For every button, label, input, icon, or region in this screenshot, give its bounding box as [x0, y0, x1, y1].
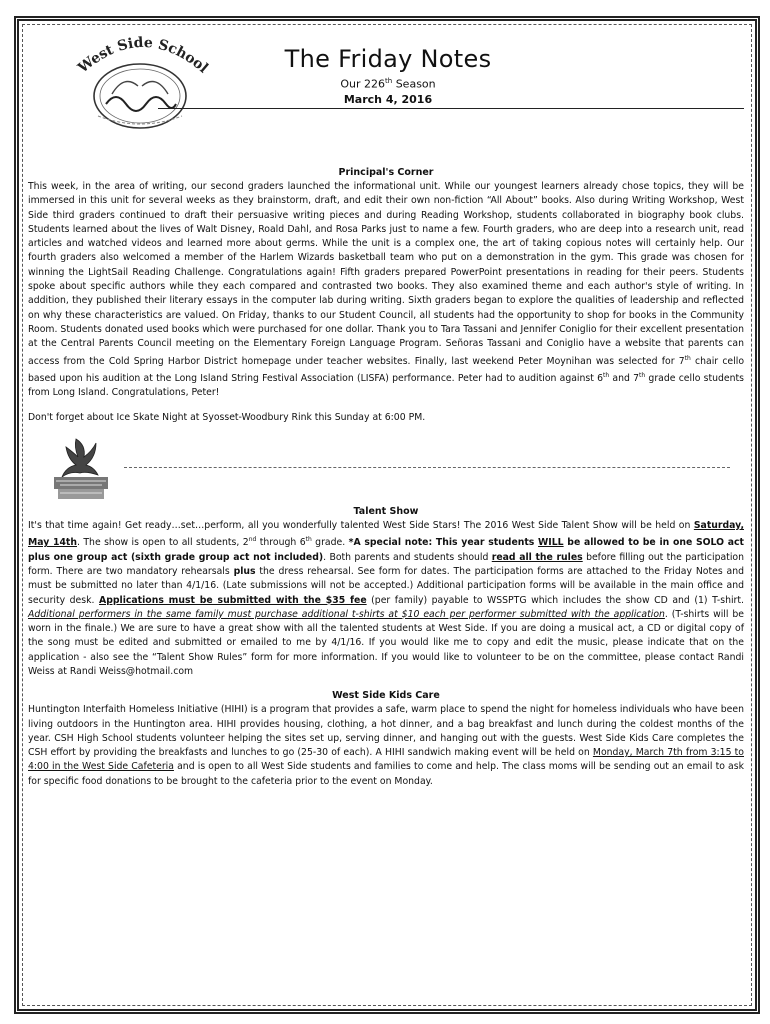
ice-skate-reminder: Don't forget about Ice Skate Night at Syosset-Woodbury Rink this Sunday at 6:00 PM. [28, 411, 426, 423]
divider-line [124, 467, 730, 468]
talent-show-heading: Talent Show [353, 505, 419, 517]
principals-corner-heading: Principal's Corner [338, 167, 434, 178]
kids-care-heading: West Side Kids Care [332, 690, 440, 702]
newsletter-title: The Friday Notes [284, 45, 492, 73]
section-divider [28, 431, 744, 505]
kids-care-paragraph: Huntington Interfaith Homeless Initiative (HIHI) is a program that provides a safe, warm place to spend the night for homeless individuals who have been living outdoors in the Huntington area. HIHI provides housing, clothing, a hot dinner, and a bag breakfast and lunch during the coldest months of the year. CSH High School students volunteer helping the sites set up, serving dinner, and hanging out with the guests. West Side Kids Care completes the CSH effort by providing the breakfasts and lunches to go (25-30 of each). A HIHI sandwich making event will be held on Monday, March 7th from 3:15 to 4:00 in the West Side Cafeteria and is open to all West Side students and families to come and help. The class moms will be sending out an email to ask for specific food donations to be brought to the cafeteria prior to the event on Monday. [28, 704, 744, 787]
newsletter [28, 20, 744, 789]
logo-text: West Side School [75, 34, 211, 77]
west-side-eagle-logo [46, 435, 116, 505]
masthead [28, 20, 744, 136]
west-side-school-logo [58, 24, 228, 134]
talent-show-paragraph: It's that time again! Get ready…set…perform, all you wonderfully talented West Side Stars! The 2016 West Side Talent Show will be held on Saturday, May 14th. The show is open to all students, 2nd through 6th grade. *A special note: This year students WILL be allowed to be in one SOLO act plus one group act (sixth grade group act not included). Both parents and students should read all the rules before filling out the participation form. There are two mandatory rehearsals plus the dress rehearsal. See form for dates. The participation forms are attached to the Friday Notes and must be submitted no later than 4/1/16. (Late submissions will not be accepted.) Additional participation forms will be available in the main office and security desk. Applications must be submitted with the $35 fee (per family) payable to WSSPTG which includes the show CD and (1) T-shirt. Additional performers in the same family must purchase additional t-shirts at $10 each per performer submitted with the application. (T-shirts will be worn in the finale.) We are sure to have a great show with all the talented students at West Side. If you are doing a musical act, a CD or digital copy of the song must be edited and submitted or emailed to me by 4/1/16. If you would like me to copy and edit the music, please indicate that on the application - also see the “Talent Show Rules” form for more information. If you would like to volunteer to be on the committee, please contact Randi Weiss at Randi Weiss@hotmail.com [28, 519, 744, 677]
issue-date: March 4, 2016 [343, 92, 433, 106]
title-block [278, 44, 498, 107]
svg-text:West Side School [75, 35, 211, 77]
season-line: Our 226th Season [340, 77, 436, 91]
principals-corner-paragraph: This week, in the area of writing, our second graders launched the informational unit. While our youngest learners already chose topics, they will be immersed in this unit for several weeks as they brainstorm, draft, and edit their own non-fiction “All About” books. Also during Writing Workshop, West Side third graders continued to draft their persuasive writing pieces and during Reading Workshop, students collaborated in biography book clubs. Students learned about the lives of Walt Disney, Roald Dahl, and Rosa Parks just to name a few. Fourth graders, who are deep into a research unit, read articles and watched videos and learned more about germs. While the unit is a complex one, the art of taking copious notes will certainly help. Our fourth graders also welcomed a member of the Harlem Wizards basketball team who put on a demonstration in the gym. This grade was chosen for winning the LightSail Reading Challenge. Congratulations again! Fifth graders prepared PowerPoint presentations in reading for their peers. Students spoke about specific authors while they each compared and contrasted two books. They also examined theme and each author's style of writing. In addition, they published their literary essays in the computer lab during writing. Sixth graders began to explore the qualities of leadership and reflected on why these characteristics are valued. On Friday, thanks to our Student Council, all students had the opportunity to shop for books in the Community Room. Students donated used books which were purchased for one dollar. Thank you to Tara Tassani and Jennifer Coniglio for their excellent presentation at the Central Parents Council meeting on the Elementary Foreign Language Program. Señoras Tassani and Coniglio have a website that parents can access from the Cold Spring Harbor District homepage under teacher websites. Finally, last weekend Peter Moynihan was selected for 7th chair cello based upon his audition at the Long Island String Festival Association (LISFA) performance. Peter had to audition against 6th and 7th grade cello students from Long Island. Congratulations, Peter! [28, 181, 745, 399]
header-rule [158, 108, 744, 109]
